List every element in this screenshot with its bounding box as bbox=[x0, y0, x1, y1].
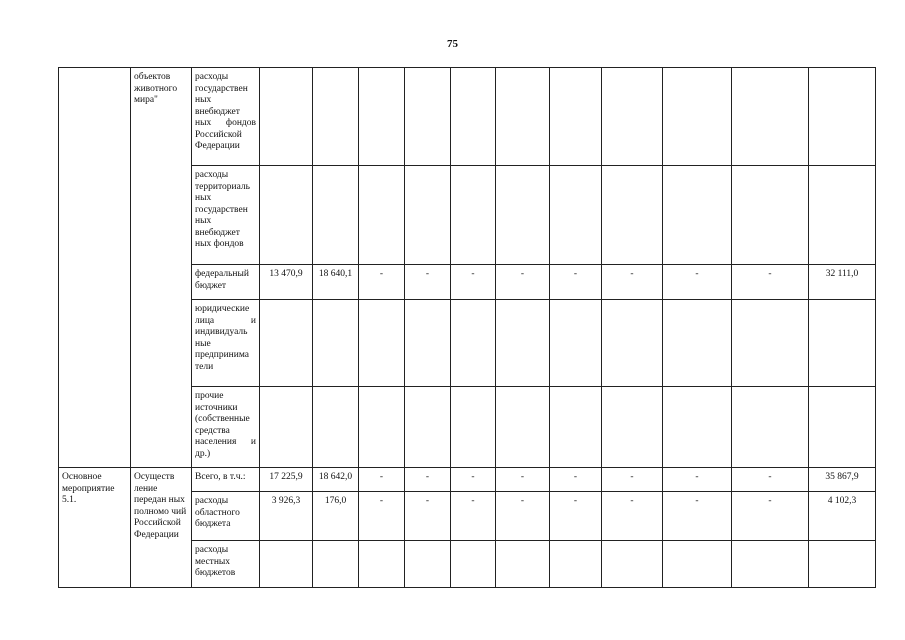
value-cell-empty bbox=[809, 300, 876, 387]
funding-source-cell: расходы территориаль ных государствен ных внебюджет ных фондов bbox=[192, 166, 260, 265]
value-cell: - bbox=[359, 492, 405, 541]
value-cell-empty bbox=[359, 300, 405, 387]
value-cell-empty bbox=[496, 387, 550, 468]
value-cell-empty bbox=[602, 300, 663, 387]
value-cell: - bbox=[496, 492, 550, 541]
value-cell-empty bbox=[496, 166, 550, 265]
value-cell-empty bbox=[732, 387, 809, 468]
table-body-top bbox=[59, 68, 876, 468]
value-cell: - bbox=[663, 265, 732, 300]
value-cell-empty bbox=[663, 387, 732, 468]
value-cell-empty bbox=[809, 541, 876, 588]
value-cell-empty bbox=[313, 166, 359, 265]
value-cell-empty bbox=[405, 387, 451, 468]
funding-source-cell: юридические лица и индивидуаль ные предпринима тели bbox=[192, 300, 260, 387]
funding-source-cell: федеральный бюджет bbox=[192, 265, 260, 300]
value-cell-empty bbox=[663, 300, 732, 387]
value-cell-empty bbox=[602, 387, 663, 468]
value-cell-empty bbox=[663, 541, 732, 588]
measure-name-cell: Основное мероприятие 5.1. bbox=[59, 468, 131, 588]
value-cell-empty bbox=[550, 300, 602, 387]
value-cell-empty bbox=[451, 387, 496, 468]
value-cell-empty bbox=[260, 166, 313, 265]
value-cell-empty bbox=[496, 300, 550, 387]
value-cell: - bbox=[451, 265, 496, 300]
value-cell-empty bbox=[313, 541, 359, 588]
value-cell-empty bbox=[260, 68, 313, 166]
value-cell: - bbox=[405, 468, 451, 492]
value-cell-empty bbox=[496, 541, 550, 588]
value-cell-empty bbox=[313, 387, 359, 468]
value-cell-empty bbox=[451, 300, 496, 387]
value-cell-empty bbox=[732, 68, 809, 166]
value-cell-empty bbox=[451, 166, 496, 265]
value-cell-empty bbox=[359, 387, 405, 468]
value-cell-empty bbox=[602, 541, 663, 588]
value-cell-empty bbox=[405, 300, 451, 387]
value-cell-empty bbox=[663, 68, 732, 166]
funding-source-cell: расходы государствен ных внебюджет ных фондов Российской Федерации bbox=[192, 68, 260, 166]
value-cell-empty bbox=[550, 387, 602, 468]
value-cell: - bbox=[602, 468, 663, 492]
value-cell-empty bbox=[602, 166, 663, 265]
value-cell: - bbox=[496, 468, 550, 492]
value-cell: - bbox=[550, 492, 602, 541]
value-cell: 4 102,3 bbox=[809, 492, 876, 541]
funding-source-cell: расходы областного бюджета bbox=[192, 492, 260, 541]
funding-source-cell: Всего, в т.ч.: bbox=[192, 468, 260, 492]
value-cell-empty bbox=[359, 68, 405, 166]
value-cell-empty bbox=[260, 300, 313, 387]
value-cell: 176,0 bbox=[313, 492, 359, 541]
value-cell: - bbox=[732, 468, 809, 492]
value-cell-empty bbox=[405, 68, 451, 166]
value-cell-empty bbox=[405, 541, 451, 588]
value-cell: - bbox=[451, 492, 496, 541]
value-cell-empty bbox=[550, 541, 602, 588]
value-cell: - bbox=[405, 492, 451, 541]
value-cell-empty bbox=[359, 166, 405, 265]
value-cell: - bbox=[550, 468, 602, 492]
value-cell-empty bbox=[313, 68, 359, 166]
value-cell-empty bbox=[732, 541, 809, 588]
object-name-cell: объектов животного мира" bbox=[131, 68, 192, 468]
value-cell: - bbox=[451, 468, 496, 492]
value-cell: 18 642,0 bbox=[313, 468, 359, 492]
value-cell-empty bbox=[809, 387, 876, 468]
measure-description-cell: Осуществ ление передан ных полномо чий Российской Федерации bbox=[131, 468, 192, 588]
value-cell-empty bbox=[732, 166, 809, 265]
value-cell: - bbox=[602, 492, 663, 541]
table-body-measure bbox=[59, 468, 876, 588]
value-cell: - bbox=[405, 265, 451, 300]
value-cell: - bbox=[359, 468, 405, 492]
value-cell: 18 640,1 bbox=[313, 265, 359, 300]
funding-source-cell: расходы местных бюджетов bbox=[192, 541, 260, 588]
table-row bbox=[59, 468, 876, 492]
value-cell-empty bbox=[451, 68, 496, 166]
value-cell: - bbox=[550, 265, 602, 300]
value-cell-empty bbox=[550, 166, 602, 265]
value-cell-empty bbox=[496, 68, 550, 166]
value-cell-empty bbox=[260, 387, 313, 468]
value-cell-empty bbox=[359, 541, 405, 588]
value-cell: - bbox=[732, 492, 809, 541]
value-cell: 17 225,9 bbox=[260, 468, 313, 492]
value-cell-empty bbox=[451, 541, 496, 588]
budget-table bbox=[58, 67, 876, 588]
value-cell-empty bbox=[663, 166, 732, 265]
table-row bbox=[59, 68, 876, 166]
value-cell-empty bbox=[550, 68, 602, 166]
value-cell: - bbox=[732, 265, 809, 300]
funding-source-cell: прочие источники (собственные средства населения и др.) bbox=[192, 387, 260, 468]
value-cell-empty bbox=[405, 166, 451, 265]
value-cell: 13 470,9 bbox=[260, 265, 313, 300]
value-cell-empty bbox=[809, 68, 876, 166]
value-cell: - bbox=[602, 265, 663, 300]
value-cell-empty bbox=[313, 300, 359, 387]
measure-cell-empty bbox=[59, 68, 131, 468]
value-cell: 3 926,3 bbox=[260, 492, 313, 541]
value-cell: 32 111,0 bbox=[809, 265, 876, 300]
value-cell: - bbox=[359, 265, 405, 300]
value-cell: 35 867,9 bbox=[809, 468, 876, 492]
value-cell-empty bbox=[260, 541, 313, 588]
value-cell-empty bbox=[809, 166, 876, 265]
value-cell: - bbox=[496, 265, 550, 300]
page-number: 75 bbox=[447, 38, 458, 50]
value-cell: - bbox=[663, 492, 732, 541]
value-cell-empty bbox=[602, 68, 663, 166]
value-cell: - bbox=[663, 468, 732, 492]
value-cell-empty bbox=[732, 300, 809, 387]
